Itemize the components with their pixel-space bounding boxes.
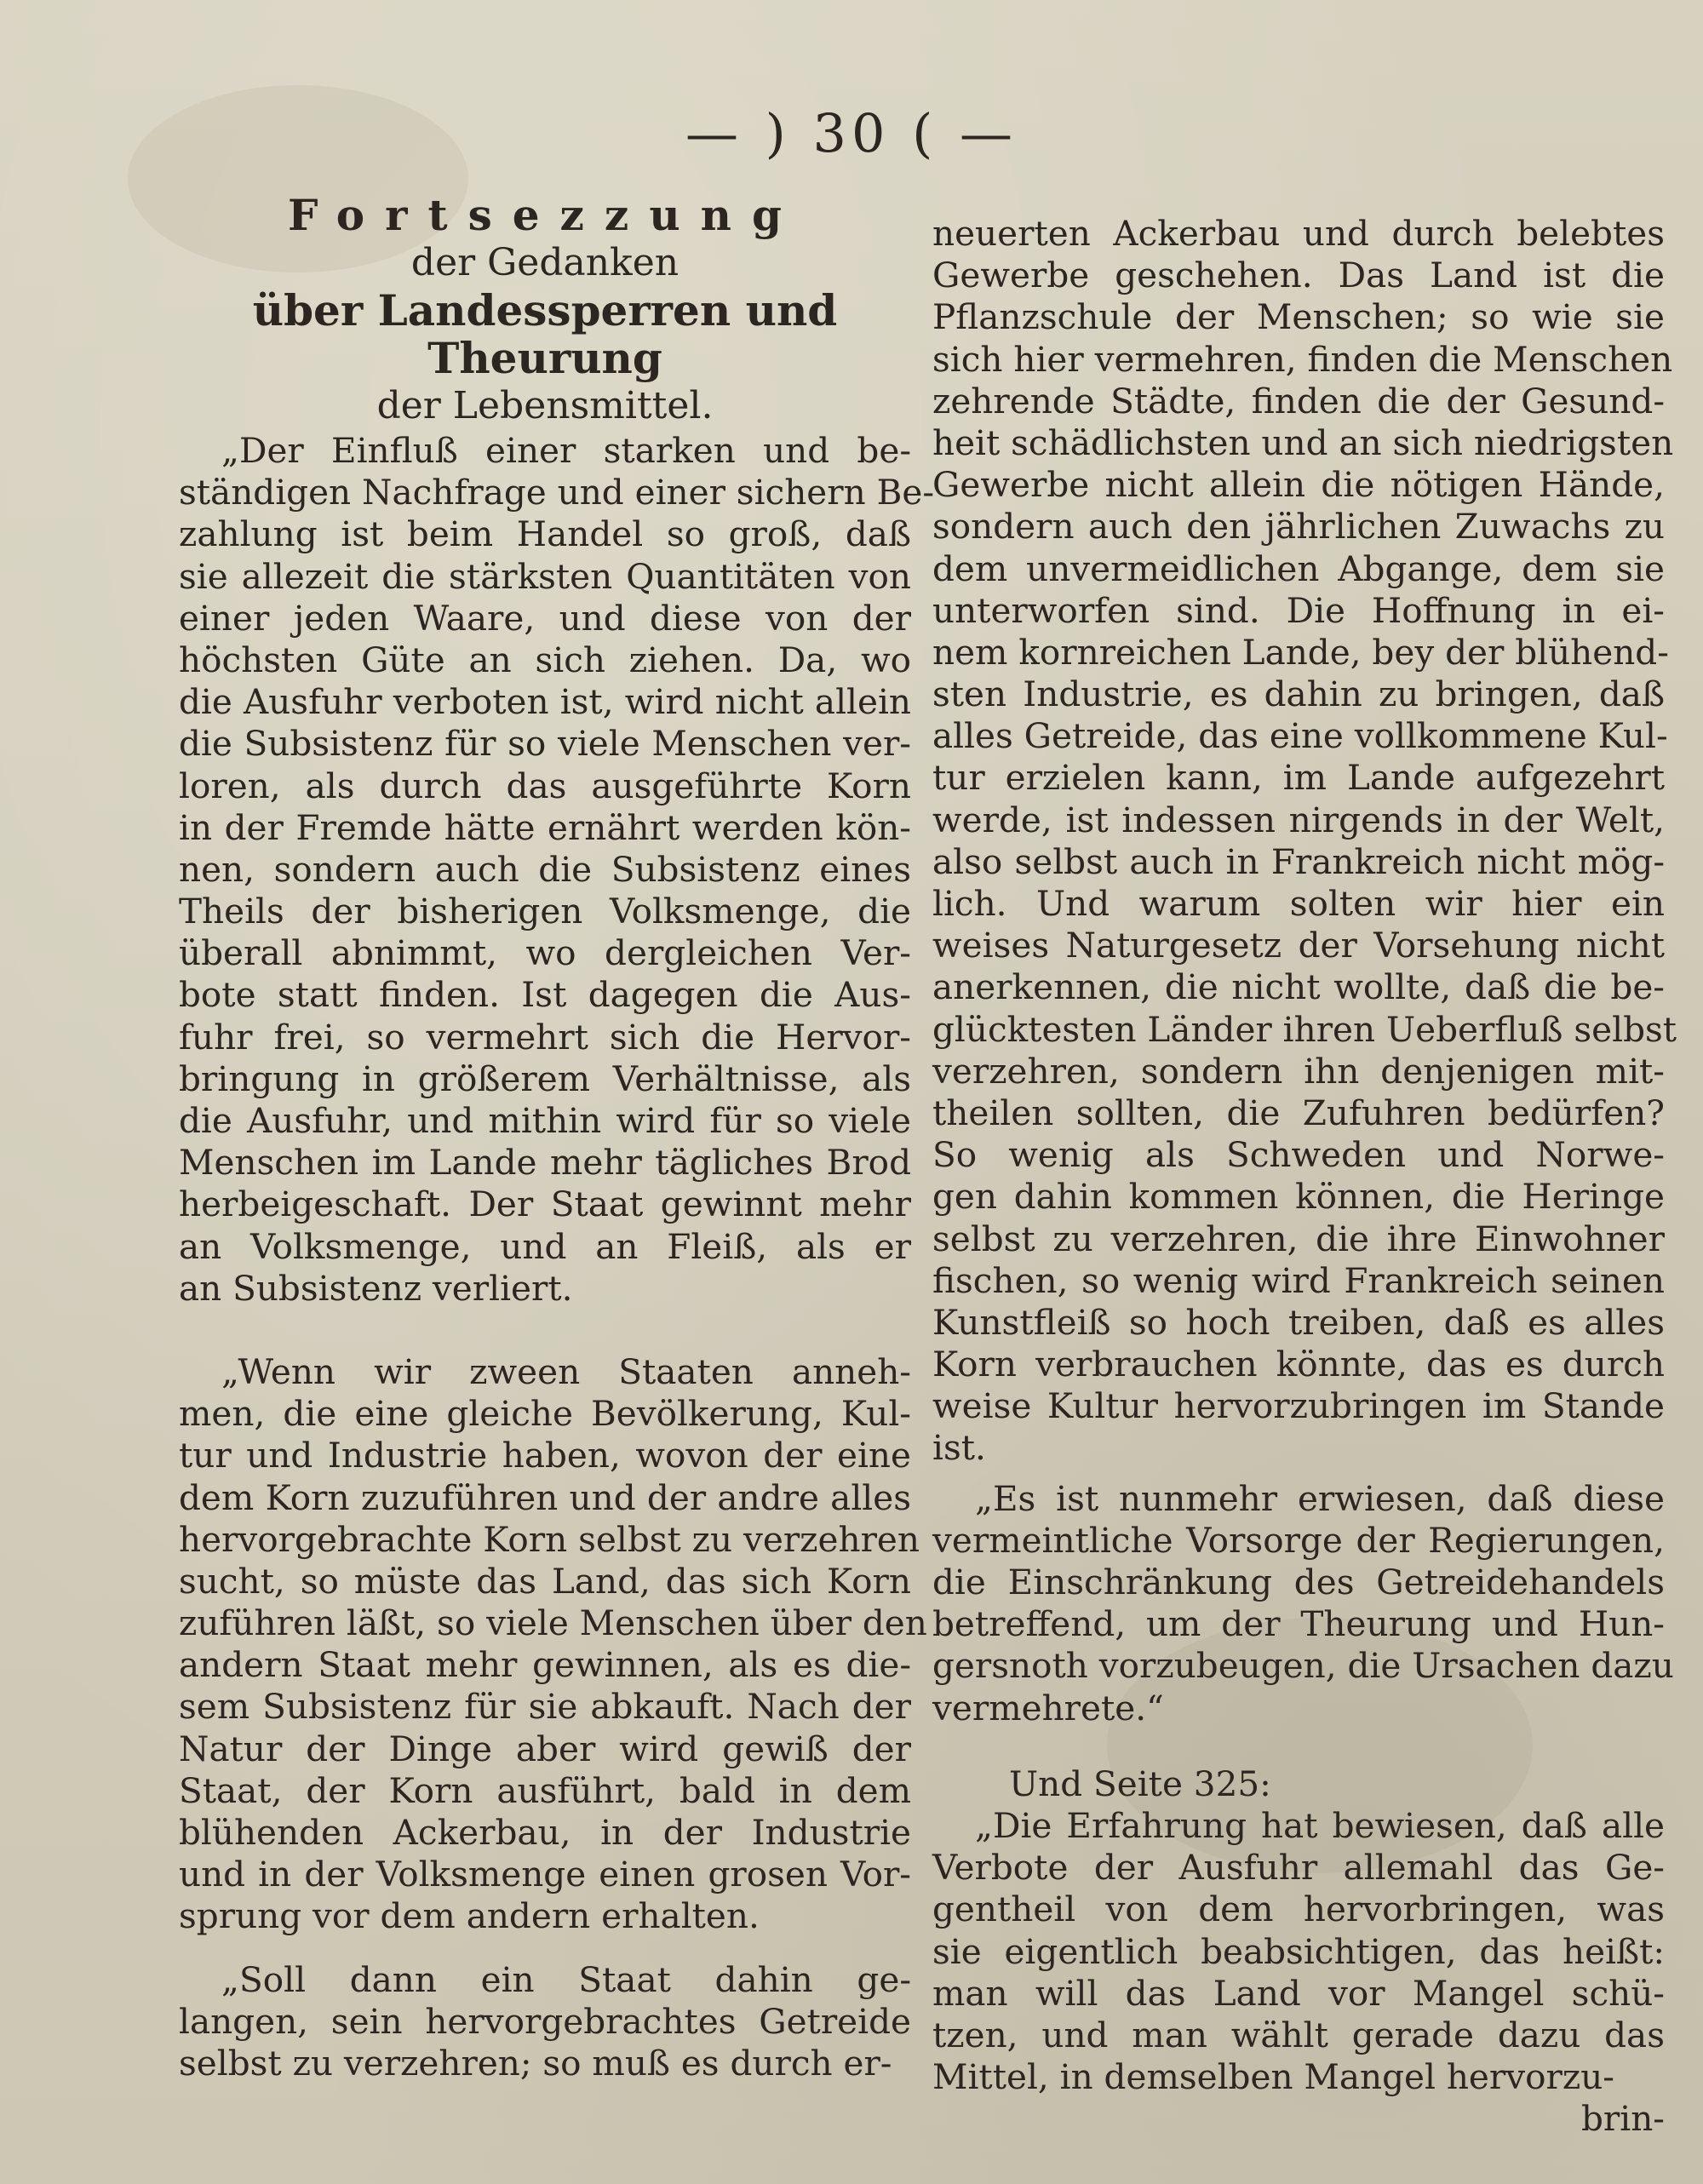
text-line: überall abnimmt, wo dergleichen Ver- — [179, 932, 911, 974]
text-line: neuerten Ackerbau und durch belebtes — [932, 213, 1665, 254]
text-line: hervorgebrachte Korn selbst zu verzehren — [179, 1518, 920, 1560]
paragraph-continued — [932, 213, 1677, 1470]
catchword: brin- — [1580, 2098, 1665, 2140]
text-line: unterworfen sind. Die Hoffnung in ei- — [932, 589, 1665, 631]
text-line: blühenden Ackerbau, in der Industrie — [179, 1812, 911, 1853]
text-line: zuführen läßt, so viele Menschen über den — [179, 1602, 927, 1644]
text-line: Gewerbe nicht allein die nötigen Hände, — [932, 464, 1665, 506]
text-line: alles Getreide, das eine vollkommene Kul- — [932, 715, 1668, 757]
text-line: an Volksmenge, und an Fleiß, als er — [179, 1225, 911, 1267]
text-line: weises Naturgesetz der Vorsehung nicht — [932, 925, 1665, 966]
text-line: betreffend, um der Theurung und Hun- — [932, 1603, 1665, 1645]
text-line: loren, als durch das ausgeführte Korn — [179, 765, 911, 806]
text-line: die Ausfuhr verboten ist, wird nicht allein — [179, 681, 911, 723]
text-line: sich hier vermehren, finden die Menschen — [932, 338, 1673, 380]
text-line: fischen, so wenig wird Frankreich seinen — [932, 1259, 1665, 1301]
text-line: glücktesten Länder ihren Ueberfluß selbst — [932, 1008, 1677, 1050]
text-line: Staat, der Korn ausführt, bald in dem — [179, 1769, 911, 1811]
text-line: zahlung ist beim Handel so groß, daß — [179, 513, 911, 555]
section-intro: Und Seite 325: — [1009, 1763, 1271, 1804]
heading-subtitle: der Gedanken — [410, 241, 679, 284]
text-line: weise Kultur hervorzubringen im Stande — [932, 1385, 1665, 1427]
paragraph-1 — [179, 430, 935, 1310]
text-line: die Subsistenz für so viele Menschen ver- — [179, 723, 911, 765]
text-line: fuhr frei, so vermehrt sich die Hervor- — [179, 1016, 911, 1058]
text-line: an Subsistenz verliert. — [179, 1267, 573, 1309]
text-line: in der Fremde hätte ernährt werden kön- — [179, 806, 911, 848]
text-line: herbeigeschaft. Der Staat gewinnt mehr — [179, 1184, 911, 1225]
left-column — [179, 190, 935, 2084]
text-line: höchsten Güte an sich ziehen. Da, wo — [179, 639, 911, 680]
text-line: Gewerbe geschehen. Das Land ist die — [932, 255, 1665, 296]
text-line: also selbst auch in Frankreich nicht mög- — [932, 840, 1665, 882]
text-line: tur erzielen kann, im Lande aufgezehrt — [932, 757, 1665, 799]
text-line: vermeintliche Vorsorge der Regierungen, — [932, 1519, 1665, 1561]
text-line: Kunstfleiß so hoch treiben, daß es alles — [932, 1301, 1665, 1343]
text-line: verzehren, sondern ihn denjenigen mit- — [932, 1050, 1665, 1092]
text-line: Menschen im Lande mehr tägliches Brod — [179, 1142, 911, 1184]
text-line: lich. Und warum solten wir hier ein — [932, 883, 1665, 924]
paragraph-final — [932, 1805, 1665, 2098]
text-line: „Soll dann ein Staat dahin ge- — [221, 1958, 911, 2000]
text-line: sondern auch den jährlichen Zuwachs zu — [932, 506, 1665, 547]
text-line: zehrende Städte, finden die der Gesund- — [932, 380, 1665, 421]
text-line: werde, ist indessen nirgends in der Welt, — [932, 799, 1665, 840]
text-line: heit schädlichsten und an sich niedrigsten — [932, 421, 1674, 463]
text-line: andern Staat mehr gewinnen, als es die- — [179, 1644, 911, 1686]
text-line: Theils der bisherigen Volksmenge, die — [179, 891, 911, 932]
text-line: Pflanzschule der Menschen; so wie sie — [932, 296, 1665, 338]
paragraph-3 — [179, 1959, 911, 2085]
text-line: nen, sondern auch die Subsistenz eines — [179, 848, 911, 890]
text-line: Mittel, in demselben Mangel hervorzu- — [932, 2056, 1614, 2098]
article-heading — [179, 192, 911, 430]
text-line: ständigen Nachfrage und einer sichern Be- — [179, 472, 935, 513]
paragraph-quote — [932, 1477, 1674, 1729]
text-line: sie eigentlich beabsichtigen, das heißt: — [932, 1930, 1665, 1972]
heading-title: Fortsezzung — [288, 190, 802, 240]
page-number: — ) 30 ( — — [685, 102, 1018, 164]
text-line: ist. — [932, 1427, 986, 1469]
text-line: dem Korn zuzuführen und der andre alles — [179, 1476, 911, 1518]
text-line: die Einschränkung des Getreidehandels — [932, 1562, 1665, 1602]
text-line: man will das Land vor Mangel schü- — [932, 1972, 1665, 2014]
text-line: „Es ist nunmehr erwiesen, daß diese — [975, 1477, 1665, 1519]
text-line: gentheil von dem hervorbringen, was — [932, 1889, 1665, 1930]
text-line: theilen sollten, die Zufuhren bedürfen? — [932, 1092, 1665, 1133]
text-line: sucht, so müste das Land, das sich Korn — [179, 1560, 911, 1602]
text-line: langen, sein hervorgebrachtes Getreide — [179, 2000, 911, 2042]
text-line: anerkennen, die nicht wollte, daß die be- — [932, 966, 1665, 1008]
text-line: sprung vor dem andern erhalten. — [179, 1895, 760, 1937]
text-line: selbst zu verzehren, die ihre Einwohner — [932, 1218, 1665, 1259]
text-line: gen dahin kommen können, die Heringe — [932, 1176, 1665, 1218]
text-line: sten Industrie, es dahin zu bringen, daß — [932, 674, 1665, 715]
text-line: men, die eine gleiche Bevölkerung, Kul- — [179, 1393, 911, 1435]
text-line: So wenig als Schweden und Norwe- — [932, 1134, 1665, 1176]
text-line: „Der Einfluß einer starken und be- — [221, 430, 911, 471]
text-line: vermehrete.“ — [932, 1687, 1164, 1728]
text-line: tur und Industrie haben, wovon der eine — [179, 1435, 911, 1476]
text-line: sem Subsistenz für sie abkauft. Nach der — [179, 1686, 911, 1728]
text-line: selbst zu verzehren; so muß es durch er- — [179, 2042, 892, 2084]
text-line: einer jeden Waare, und diese von der — [179, 597, 911, 639]
heading-subtitle-2: der Lebensmittel. — [376, 384, 714, 427]
right-column — [932, 213, 1677, 2140]
text-line: Verbote der Ausfuhr allemahl das Ge- — [932, 1847, 1665, 1889]
text-line: Natur der Dinge aber wird gewiß der — [179, 1728, 911, 1769]
text-line: gersnoth vorzubeugen, die Ursachen dazu — [932, 1645, 1674, 1687]
text-line: Korn verbrauchen könnte, das es durch — [932, 1344, 1665, 1385]
text-line: tzen, und man wählt gerade dazu das — [932, 2014, 1665, 2055]
text-line: und in der Volksmenge einen grosen Vor- — [179, 1854, 911, 1895]
text-line: dem unvermeidlichen Abgange, dem sie — [932, 547, 1665, 589]
text-line: nem kornreichen Lande, bey der blühend- — [932, 631, 1669, 673]
text-line: bringung in größerem Verhältnisse, als — [179, 1058, 911, 1099]
text-line: „Wenn wir zween Staaten anneh- — [221, 1350, 911, 1392]
text-line: sie allezeit die stärksten Quantitäten von — [179, 555, 911, 597]
paragraph-2 — [179, 1350, 927, 1938]
text-line: „Die Erfahrung hat bewiesen, daß alle — [975, 1804, 1665, 1846]
text-line: die Ausfuhr, und mithin wird für so viele — [179, 1100, 911, 1141]
heading-main: über Landessperren und Theurung — [252, 285, 838, 383]
text-line: bote statt finden. Ist dagegen die Aus- — [179, 974, 911, 1016]
